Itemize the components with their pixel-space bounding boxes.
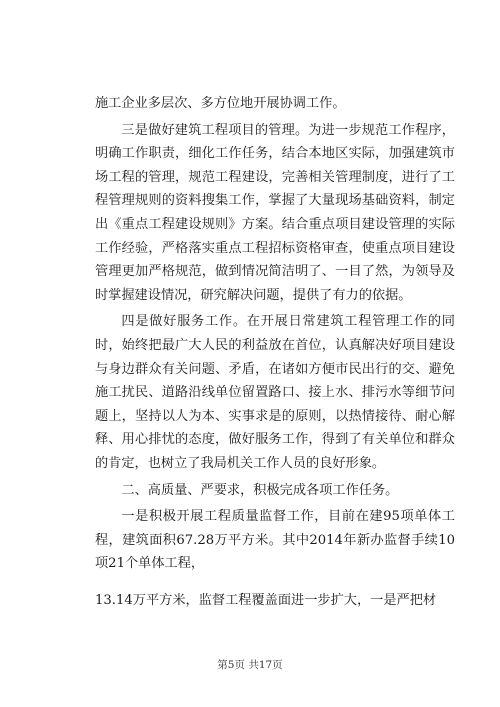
paragraph-quality-supervision: 一是积极开展工程质量监督工作，目前在建95项单体工程，建筑面积67.28万平方米。其中2014年新办监督手续10项21个单体工程，	[95, 509, 455, 572]
page-number-footer: 第5页 共17页	[217, 659, 283, 671]
document-body	[95, 92, 455, 612]
paragraph-project-management: 三是做好建筑工程项目的管理。为进一步规范工作程序，明确工作职责，细化工作任务，结合本地区实际，加强建筑市场工程的管理，规范工程建设，完善相关管理制度，进行了工程管理规则的资料搜集工作，掌握了大量现场基础资料，制定出《重点工程建设规则》方案。结合重点项目建设管理的实际工作经验，严格落实重点工程招标资格审查，使重点项目建设管理更加严格规范，做到情况简洁明了、一目了然，为领导及时掌握建设情况，研究解决问题，提供了有力的依据。	[95, 122, 455, 303]
paragraph-service-work: 四是做好服务工作。在开展日常建筑工程管理工作的同时，始终把最广大人民的利益放在首位，认真解决好项目建设与身边群众有关问题、矛盾，在诸如方便市民出行的交、避免施工扰民、道路沿线单位留置路口、接上水、排污水等细节问题上，坚持以人为本、实事求是的原则，以热情接待、耐心解释、用心排忧的态度，做好服务工作，得到了有关单位和群众的肯定，也树立了我局机关工作人员的良好形象。	[95, 314, 455, 471]
paragraph-supervision-coverage: 13.14万平方米，监督工程覆盖面进一步扩大，一是严把材	[95, 592, 437, 608]
paragraph-continuation: 施工企业多层次、多方位地开展协调工作。	[95, 96, 346, 111]
section-heading-quality: 二、高质量、严要求，积极完成各项工作任务。	[121, 482, 399, 498]
